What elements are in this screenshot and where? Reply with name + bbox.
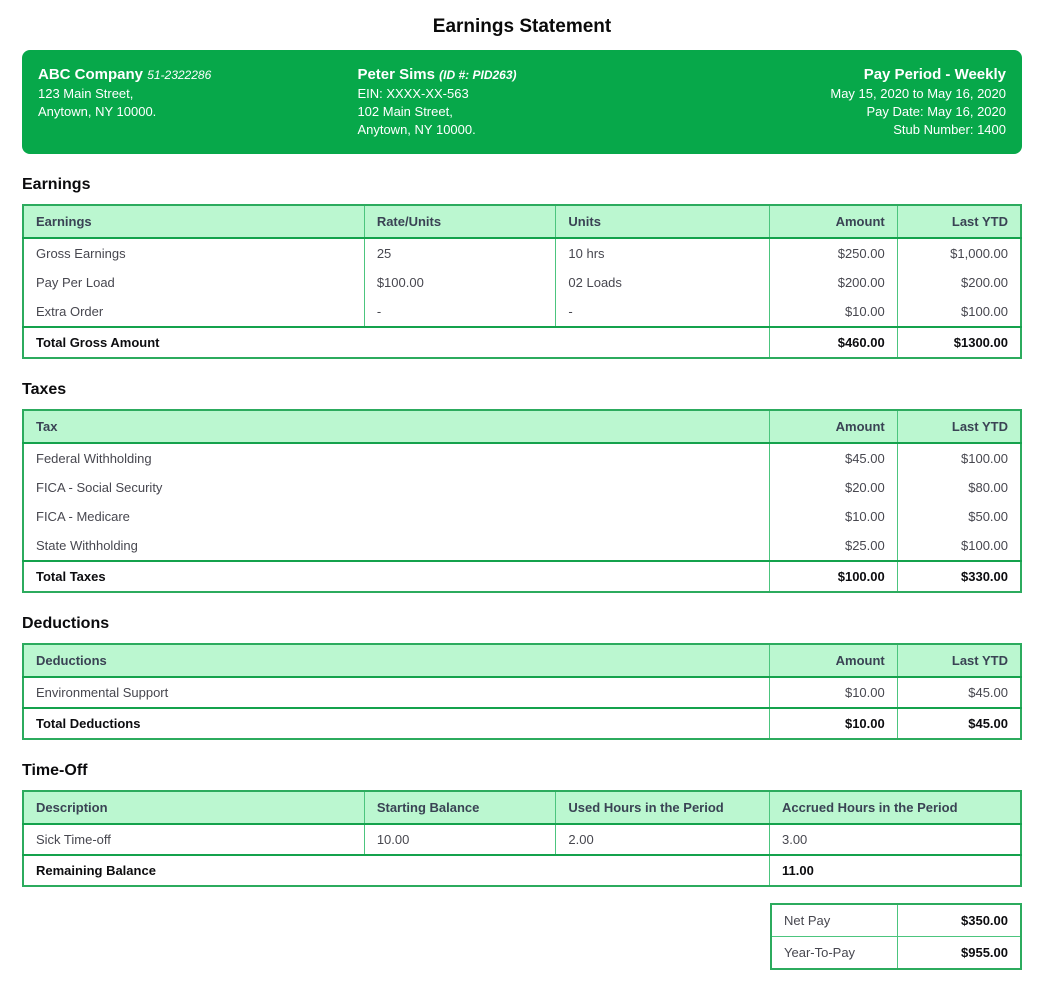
col-header-rate-units: Rate/Units [364, 205, 556, 238]
page-title: Earnings Statement [432, 16, 612, 37]
pay-summary-wrap [22, 903, 1022, 970]
table-row [23, 473, 1021, 502]
earnings-header-row [23, 205, 1021, 238]
pay-period-title: Pay Period - Weekly [863, 66, 1006, 83]
pay-date: Pay Date: May 16, 2020 [866, 104, 1006, 119]
employee-name: Peter Sims [357, 66, 435, 83]
earnings-total-row [23, 327, 1021, 358]
taxes-section-heading: Taxes [22, 381, 67, 398]
employee-address-1: 102 Main Street, [357, 104, 453, 119]
tax-name: Federal Withholding [36, 451, 152, 466]
table-row [23, 824, 1021, 855]
earning-rate: - [364, 297, 556, 327]
tax-name: State Withholding [36, 538, 138, 553]
employee-info [357, 65, 715, 139]
pay-summary-table [770, 903, 1022, 970]
pay-period-info [716, 65, 1006, 139]
earnings-total-label: Total Gross Amount [23, 327, 769, 358]
earnings-section-heading: Earnings [22, 176, 91, 193]
col-header-earnings: Earnings [23, 205, 364, 238]
timeoff-header-row [23, 791, 1021, 824]
deductions-total-label: Total Deductions [23, 708, 770, 739]
company-address-2: Anytown, NY 10000. [38, 104, 157, 119]
employee-id: (ID #: PID263) [439, 68, 517, 82]
net-pay-value: $350.00 [897, 904, 1021, 937]
tax-ytd: $100.00 [897, 443, 1021, 473]
taxes-header-row [23, 410, 1021, 443]
col-header-used-hours: Used Hours in the Period [556, 791, 770, 824]
col-header-description: Description [23, 791, 364, 824]
tax-name: FICA - Medicare [36, 509, 130, 524]
taxes-total-ytd: $330.00 [897, 561, 1021, 592]
net-pay-label: Net Pay [784, 913, 831, 928]
table-row [23, 268, 1021, 297]
col-header-last-ytd: Last YTD [897, 644, 1021, 677]
company-info [38, 65, 357, 139]
deduction-amount: $10.00 [770, 677, 898, 708]
earning-amount: $250.00 [769, 238, 897, 268]
col-header-amount: Amount [769, 205, 897, 238]
timeoff-used: 2.00 [556, 824, 770, 855]
deductions-header-row [23, 644, 1021, 677]
earning-rate: 25 [364, 238, 556, 268]
col-header-tax: Tax [23, 410, 770, 443]
timeoff-table [22, 790, 1022, 887]
deductions-section-heading: Deductions [22, 615, 110, 632]
deduction-name: Environmental Support [36, 685, 169, 700]
taxes-total-row [23, 561, 1021, 592]
col-header-last-ytd: Last YTD [897, 205, 1021, 238]
earning-units: 02 Loads [556, 268, 770, 297]
table-row [23, 677, 1021, 708]
employee-ein: EIN: XXXX-XX-563 [357, 86, 469, 101]
employee-name-line [357, 65, 715, 85]
statement-header-banner [22, 50, 1022, 154]
tax-name: FICA - Social Security [36, 480, 163, 495]
col-header-amount: Amount [770, 644, 898, 677]
table-row [23, 297, 1021, 327]
col-header-units: Units [556, 205, 770, 238]
table-row [23, 238, 1021, 268]
earning-units: - [556, 297, 770, 327]
earning-amount: $200.00 [769, 268, 897, 297]
timeoff-total-label: Remaining Balance [23, 855, 769, 886]
tax-amount: $10.00 [770, 502, 898, 531]
earnings-total-ytd: $1300.00 [897, 327, 1021, 358]
deductions-total-amount: $10.00 [770, 708, 898, 739]
taxes-table [22, 409, 1022, 593]
earning-amount: $10.00 [769, 297, 897, 327]
deductions-total-row [23, 708, 1021, 739]
col-header-deductions: Deductions [23, 644, 770, 677]
deductions-total-ytd: $45.00 [897, 708, 1021, 739]
col-header-last-ytd: Last YTD [897, 410, 1021, 443]
tax-ytd: $50.00 [897, 502, 1021, 531]
tax-amount: $45.00 [770, 443, 898, 473]
taxes-total-amount: $100.00 [770, 561, 898, 592]
tax-ytd: $80.00 [897, 473, 1021, 502]
company-name-line [38, 65, 357, 85]
year-to-pay-label: Year-To-Pay [771, 937, 897, 970]
earnings-total-amount: $460.00 [769, 327, 897, 358]
timeoff-name: Sick Time-off [36, 832, 111, 847]
timeoff-total-row [23, 855, 1021, 886]
tax-ytd: $100.00 [897, 531, 1021, 561]
earning-name: Gross Earnings [36, 246, 126, 261]
table-row [771, 937, 1021, 970]
table-row [23, 531, 1021, 561]
earning-rate: $100.00 [364, 268, 556, 297]
table-row [771, 904, 1021, 937]
col-header-starting-balance: Starting Balance [364, 791, 556, 824]
timeoff-starting: 10.00 [364, 824, 556, 855]
year-to-pay-value: $955.00 [897, 937, 1021, 970]
col-header-accrued-hours: Accrued Hours in the Period [769, 791, 1021, 824]
employee-address-2: Anytown, NY 10000. [357, 122, 476, 137]
earning-ytd: $200.00 [897, 268, 1021, 297]
col-header-amount: Amount [770, 410, 898, 443]
stub-number: Stub Number: 1400 [893, 122, 1006, 137]
company-address-1: 123 Main Street, [38, 86, 134, 101]
company-name: ABC Company [38, 66, 144, 83]
timeoff-total-value: 11.00 [769, 855, 1021, 886]
earnings-table [22, 204, 1022, 359]
tax-amount: $20.00 [770, 473, 898, 502]
earning-ytd: $1,000.00 [897, 238, 1021, 268]
pay-period-range: May 15, 2020 to May 16, 2020 [830, 86, 1006, 101]
earning-units: 10 hrs [556, 238, 770, 268]
company-tax-id: 51-2322286 [147, 68, 212, 82]
timeoff-accrued: 3.00 [769, 824, 1021, 855]
earning-name: Extra Order [36, 304, 104, 319]
earning-ytd: $100.00 [897, 297, 1021, 327]
earning-name: Pay Per Load [36, 275, 115, 290]
table-row [23, 502, 1021, 531]
deductions-table [22, 643, 1022, 740]
timeoff-section-heading: Time-Off [22, 762, 88, 779]
deduction-ytd: $45.00 [897, 677, 1021, 708]
earnings-statement-page [0, 16, 1044, 1000]
tax-amount: $25.00 [770, 531, 898, 561]
taxes-total-label: Total Taxes [23, 561, 770, 592]
table-row [23, 443, 1021, 473]
